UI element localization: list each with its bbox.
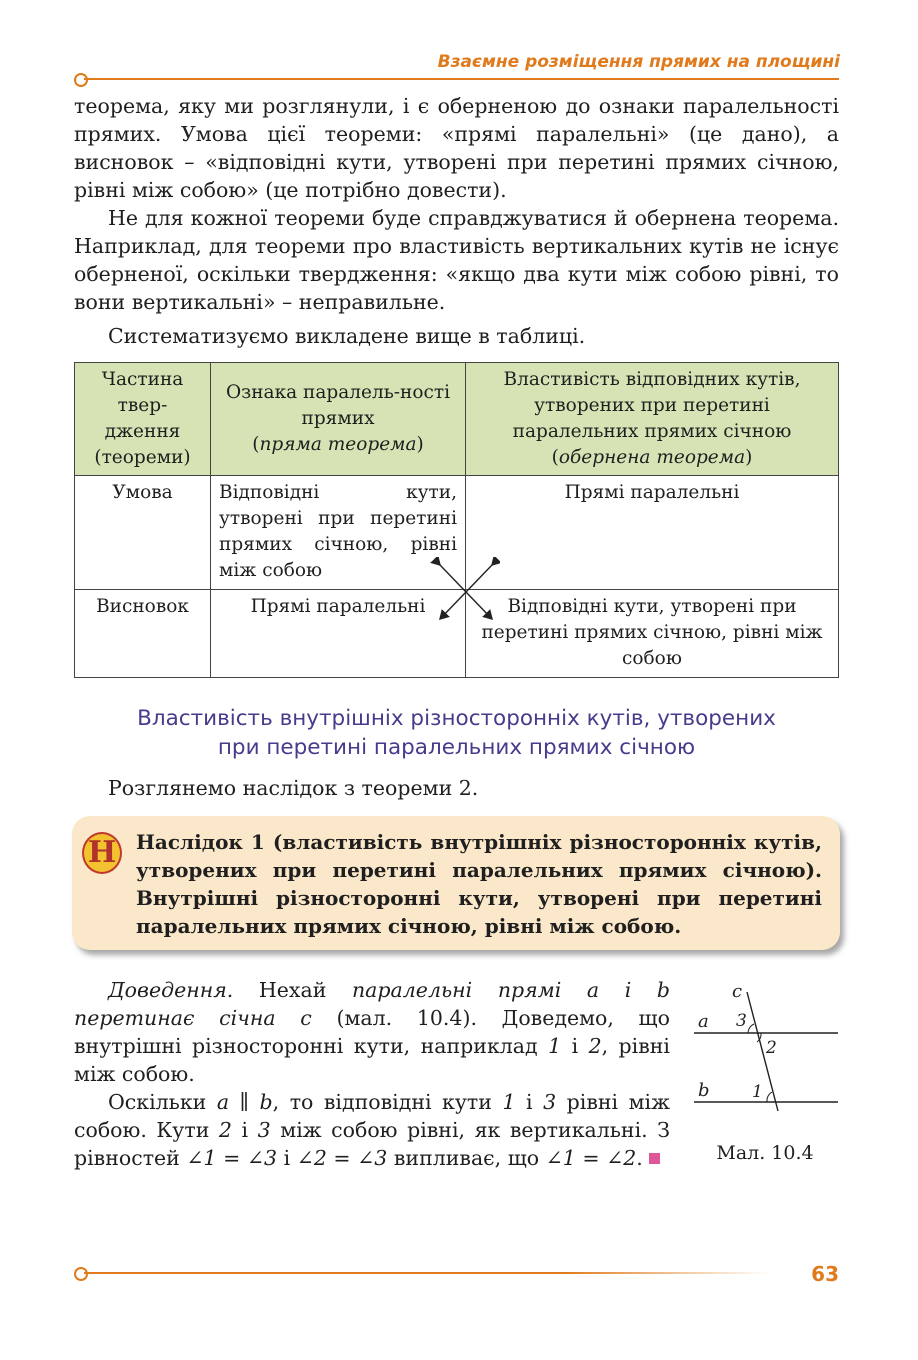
- corollary-box: [72, 816, 840, 950]
- proof-italic: 2: [218, 1118, 232, 1142]
- cell-direct-conclusion: Прямі паралельні: [211, 590, 466, 678]
- proof-italic: 2: [588, 1034, 602, 1058]
- proof-text: = ∠: [223, 1146, 264, 1170]
- proof-text: випливає, що ∠: [393, 1146, 563, 1170]
- proof-italic: 3: [543, 1090, 557, 1114]
- header-direct-text: Ознака паралель-ності прямих: [225, 382, 451, 429]
- angle-arc-3: [748, 1024, 754, 1033]
- proof-text: = ∠: [333, 1146, 375, 1170]
- proof-text: і ∠: [283, 1146, 314, 1170]
- label-a: a: [698, 1011, 709, 1032]
- proof-italic: 1: [562, 1146, 576, 1170]
- angle-arc-1: [767, 1092, 772, 1102]
- proof-text: між собою рівні, як вертикальні. З рівностей ∠: [74, 1118, 670, 1170]
- proof-text: і: [571, 1034, 579, 1058]
- proof-text: , рівні між собою.: [74, 1034, 670, 1086]
- section-title-line-1: Властивість внутрішніх різносторонніх кутів, утворених: [137, 706, 776, 731]
- paragraph-3: Систематизуємо викладене вище в таблиці.: [108, 324, 586, 348]
- header-cell-converse: Властивість відповідних кутів, утворених при перетині паралельних прямих січною (обернена теорема): [466, 363, 839, 476]
- proof-italic: a ∥ b: [216, 1090, 273, 1114]
- paragraph-1: теорема, яку ми розглянули, і є оберненою до ознаки паралельності прямих. Умова цієї теореми: «прямі паралельні» (це дано), а висновок – «відповідні кути, утворені при перетині прямих січною, рівні між собою» (це потрібно довести).: [74, 94, 839, 202]
- proof-text: (мал. 10.4). Доведемо, що внутрішні різносторонні кути, наприклад: [74, 1006, 670, 1058]
- footer-rule: [84, 1272, 768, 1274]
- header-direct-italic: пряма теорема: [259, 434, 417, 455]
- section-title-line-2: при перетині паралельних прямих січною: [217, 735, 696, 760]
- row-label-conclusion: Висновок: [75, 590, 211, 678]
- page-number: 63: [811, 1262, 839, 1286]
- paragraph-2: Не для кожної теореми буде справджуватися й обернена теорема. Наприклад, для теореми про властивість вертикальних кутів не існує оберненої, оскільки твердження: «якщо два кути між собою рівні, то вони вертикальні» – неправильне.: [74, 206, 839, 314]
- proof-text: .: [636, 1146, 643, 1170]
- label-2: 2: [766, 1038, 777, 1058]
- header-line-dot: [74, 73, 88, 87]
- proof-text: = ∠: [582, 1146, 624, 1170]
- qed-mark-icon: [649, 1153, 660, 1164]
- cell-converse-conclusion: Відповідні кути, утворені при перетині прямих січною, рівні між собою: [466, 590, 839, 678]
- header-title: Взаємне розміщення прямих на площині: [437, 52, 840, 72]
- proof-italic: 1: [548, 1034, 562, 1058]
- proof-italic: паралельні прямі a і b: [351, 978, 670, 1002]
- figure-parallel-lines: [690, 976, 840, 1111]
- header-rule: [84, 78, 839, 80]
- proof-paragraph-1: [74, 976, 670, 1088]
- proof-italic: 1: [502, 1090, 516, 1114]
- label-c: c: [732, 981, 743, 1002]
- proof-italic: 3: [374, 1146, 388, 1170]
- header-cell-direct: Ознака паралель-ності прямих (пряма теорема): [211, 363, 466, 476]
- header-converse-italic: обернена теорема: [558, 447, 746, 468]
- corollary-text: Наслідок 1 (властивість внутрішніх різносторонніх кутів, утворених при перетині паралельних прямих січною). Внутрішні різносторонні кути, утворені при перетині паралельних прямих січною, рівні між собою.: [136, 830, 822, 938]
- cell-converse-condition: Прямі паралельні: [466, 476, 839, 590]
- proof-text: Оскільки: [108, 1090, 207, 1114]
- section-intro: Розглянемо наслідок з теореми 2.: [108, 776, 479, 800]
- proof-italic: 3: [264, 1146, 278, 1170]
- proof-italic: 2: [623, 1146, 637, 1170]
- table-header-row: [75, 363, 839, 476]
- label-1: 1: [752, 1082, 763, 1102]
- header-cell-part: Частина твер-дження (теореми): [75, 363, 211, 476]
- label-3: 3: [736, 1011, 747, 1031]
- proof-italic: 1: [203, 1146, 217, 1170]
- proof-text: і: [526, 1090, 533, 1114]
- proof-italic: c: [300, 1006, 312, 1030]
- section-title: [74, 704, 839, 762]
- proof-paragraph-2: [74, 1088, 670, 1172]
- cross-arrows-icon: [430, 557, 500, 627]
- proof-label: Доведення.: [108, 978, 234, 1002]
- proof-italic: перетинає січна: [74, 1006, 276, 1030]
- label-b: b: [698, 1080, 710, 1101]
- theorem-table: [74, 362, 839, 678]
- header-converse-text: Властивість відповідних кутів, утворених при перетині паралельних прямих січною: [503, 369, 801, 442]
- proof-italic: 3: [257, 1118, 271, 1142]
- proof-text: і: [241, 1118, 249, 1142]
- proof-italic: 2: [313, 1146, 327, 1170]
- proof-text: , то відповідні кути: [272, 1090, 492, 1114]
- cell-direct-condition: Відповідні кути, утворені при перетині прямих січною, рівні між собою: [211, 476, 466, 590]
- row-label-condition: Умова: [75, 476, 211, 590]
- proof-text: Нехай: [258, 978, 327, 1002]
- corollary-badge-icon: Н: [82, 832, 122, 874]
- proof-text: рівні між собою. Кути: [74, 1090, 670, 1142]
- figure-caption: Мал. 10.4: [716, 1142, 814, 1164]
- footer-line-dot: [74, 1267, 88, 1281]
